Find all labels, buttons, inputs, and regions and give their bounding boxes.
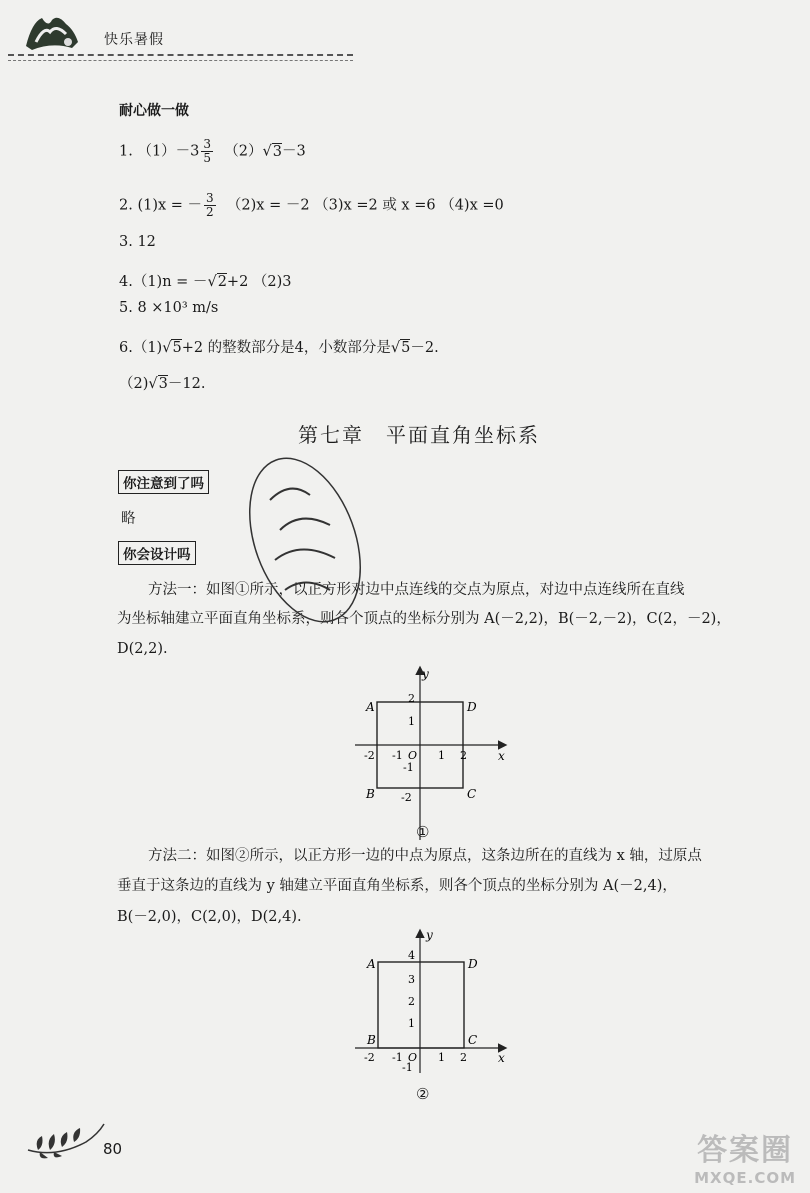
q6a-middle: +2 的整数部分是4，小数部分是 — [181, 340, 391, 356]
watermark-stamp-icon — [240, 440, 370, 640]
figure2-tick-ym1: -1 — [402, 1061, 413, 1074]
figure2-y-label: y — [426, 928, 433, 942]
corner-watermark-title: 答案圈 — [697, 1133, 794, 1168]
figure1-tick-x1: 1 — [438, 749, 445, 762]
q1-sqrt-radicand: 3 — [272, 143, 282, 160]
figure2-tick-xm2: -2 — [364, 1051, 375, 1064]
header-divider-secondary — [8, 60, 353, 61]
box-design: 你会设计吗 — [118, 541, 196, 565]
q2-rest: （2)x = －2 （3)x =2 或 x =6 （4)x =0 — [226, 197, 504, 214]
figure1-x-label: x — [498, 749, 505, 763]
corner-watermark-url: MXQE.COM — [694, 1169, 796, 1187]
method2-line3: B(－2,0)，C(2,0)，D(2,4). — [117, 909, 302, 925]
figure2-vertex-a: A — [367, 957, 376, 971]
answer-q2 — [119, 192, 504, 219]
figure1-tick-ym1: -1 — [403, 761, 414, 774]
figure1-coordinate-plane — [350, 660, 520, 850]
figure2-tick-y1: 1 — [408, 1017, 415, 1030]
figure2-tick-y3: 3 — [408, 973, 415, 986]
q1-part1-prefix: （1）－3 — [137, 143, 200, 160]
figure2-coordinate-plane — [350, 925, 520, 1085]
header-title: 快乐暑假 — [104, 32, 164, 48]
figure2-tick-x1: 1 — [438, 1051, 445, 1064]
answer-q4: 4.（1)n = －√2+2 （2)3 — [119, 274, 292, 290]
figure2-tick-xm1: -1 — [392, 1051, 403, 1064]
page-number: 80 — [103, 1140, 123, 1158]
q2-part1-prefix: (1)x = － — [137, 197, 203, 214]
figure1-tick-y2: 2 — [408, 692, 415, 705]
method1-line2: 为坐标轴建立平面直角坐标系，则各个顶点的坐标分别为 A(－2,2)，B(－2,－2)，C(2，－2)， — [117, 611, 731, 627]
figure1-tick-xm2: -2 — [364, 749, 375, 762]
footer-leaf-decoration-icon — [26, 1120, 106, 1160]
method2-line2: 垂直于这条边的直线为 y 轴建立平面直角坐标系，则各个顶点的坐标分别为 A(－2,4)， — [117, 878, 677, 894]
figure1-y-label: y — [422, 667, 429, 681]
figure2-tick-y4: 4 — [408, 949, 415, 962]
q6b-prefix: （2) — [119, 376, 149, 392]
q4-suffix: +2 （2)3 — [226, 274, 292, 290]
q2-fraction — [204, 192, 216, 219]
figure1-vertex-a: A — [366, 700, 375, 714]
figure2-tick-y2: 2 — [408, 995, 415, 1008]
q6a-prefix: 6.（1) — [119, 340, 163, 356]
q2-fraction-numerator: 3 — [206, 191, 214, 205]
q2-label: 2. — [119, 197, 133, 214]
method2-line1: 方法二：如图②所示，以正方形一边的中点为原点，这条边所在的直线为 x 轴，过原点 — [148, 848, 702, 864]
q6a-suffix: －2. — [410, 340, 439, 356]
figure1-vertex-c: C — [467, 787, 477, 801]
answer-q5: 5. 8 ×10³ m/s — [119, 300, 219, 316]
answer-q3: 3. 12 — [119, 234, 156, 250]
q6a-sqrt1-radicand: 5 — [172, 340, 182, 356]
box-noticed: 你注意到了吗 — [118, 470, 209, 494]
answer-q6-part1: 6.（1)√5+2 的整数部分是4，小数部分是√5－2. — [119, 340, 439, 356]
box-noticed-answer: 略 — [121, 511, 136, 527]
q1-fraction — [201, 138, 213, 165]
q1-part2-suffix: －3 — [281, 143, 306, 160]
figure2-x-label: x — [498, 1051, 505, 1065]
figure1-vertex-b: B — [366, 787, 375, 801]
figure2-vertex-c: C — [468, 1033, 478, 1047]
q2-fraction-denominator: 2 — [206, 205, 214, 219]
figure1-tick-xm1: -1 — [392, 749, 403, 762]
answer-q6-part2: （2)√3－12. — [119, 376, 206, 392]
figure2-square — [378, 962, 464, 1048]
book-logo-icon — [22, 12, 82, 52]
chapter-title: 第七章 平面直角坐标系 — [298, 423, 540, 447]
header-divider — [8, 54, 353, 56]
figure1-vertex-d: D — [467, 700, 477, 714]
method1-line1: 方法一：如图①所示，以正方形对边中点连线的交点为原点，对边中点连线所在直线 — [148, 582, 685, 598]
q4-sqrt-radicand: 2 — [217, 274, 227, 290]
figure1-tick-ym2: -2 — [401, 791, 412, 804]
q1-label: 1. — [119, 143, 133, 160]
q1-fraction-denominator: 5 — [203, 151, 212, 165]
method1-line3: D(2,2). — [117, 641, 168, 657]
figure1-tick-x2: 2 — [460, 749, 467, 762]
figure2-tick-x2: 2 — [460, 1051, 467, 1064]
q1-fraction-numerator: 3 — [203, 137, 212, 151]
figure1-tick-y1: 1 — [408, 715, 415, 728]
figure2-vertex-b: B — [367, 1033, 376, 1047]
q4-prefix: 4.（1)n = － — [119, 274, 208, 290]
q6b-suffix: －12. — [167, 376, 206, 392]
figure2-vertex-d: D — [468, 957, 478, 971]
figure1-caption: ① — [416, 823, 430, 841]
q6b-sqrt-radicand: 3 — [158, 376, 168, 392]
figure2-caption: ② — [416, 1085, 430, 1103]
figure2-origin: O — [408, 1051, 418, 1064]
q1-part2-prefix: （2） — [224, 143, 263, 160]
q6a-sqrt2-radicand: 5 — [401, 340, 411, 356]
section-heading: 耐心做一做 — [119, 103, 189, 119]
answer-q1: 1. （1）－3 $\frac{3}{5}$ （2）√3－3 — [119, 137, 306, 165]
figure1-origin: O — [408, 749, 418, 762]
corner-watermark — [694, 1125, 796, 1187]
